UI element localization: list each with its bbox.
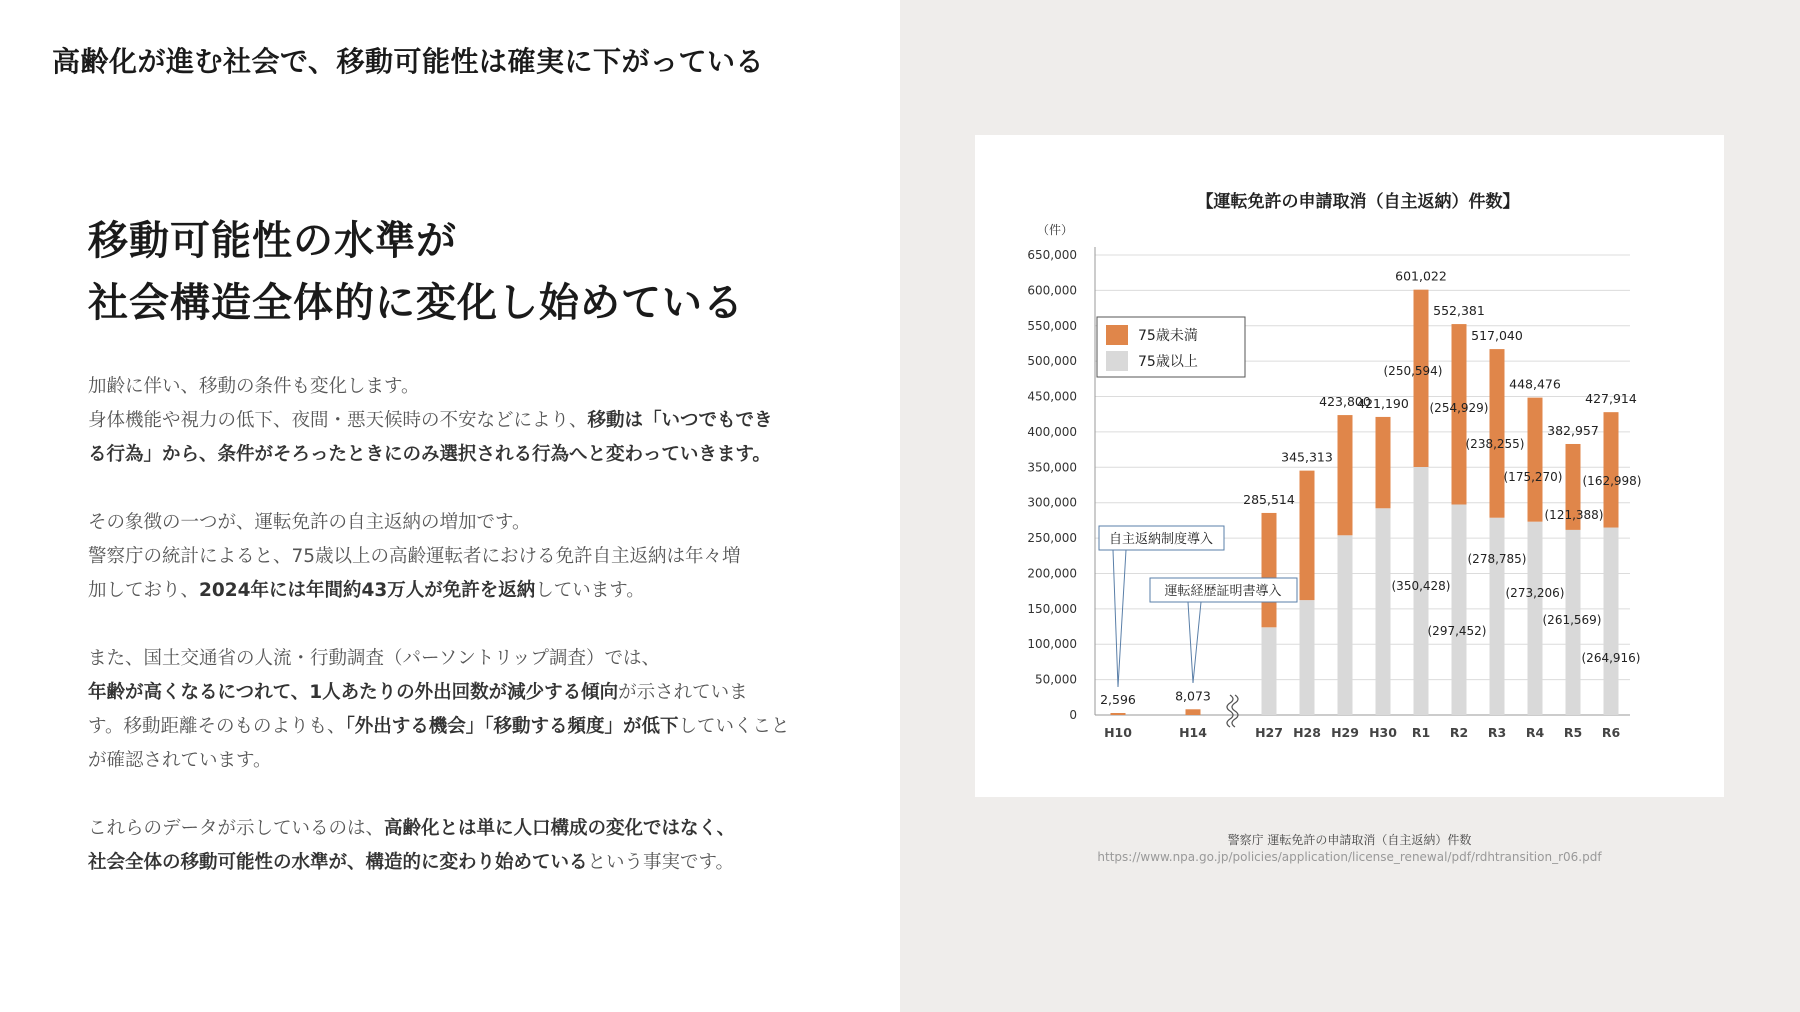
segment-value-label: (261,569)	[1542, 613, 1602, 627]
y-tick-label: 400,000	[1027, 424, 1077, 439]
x-tick-label: H28	[1293, 725, 1321, 740]
x-tick-label: R4	[1525, 725, 1545, 740]
x-tick-label: R1	[1411, 725, 1431, 740]
bar-segment-75-over	[1452, 504, 1467, 715]
annotation-label: 自主返納制度導入	[1108, 532, 1214, 547]
annotation-pointer	[1188, 602, 1201, 683]
bar-total-label: 421,190	[1357, 395, 1409, 411]
paragraph	[88, 506, 828, 608]
chart-title: 【運転免許の申請取消（自主返納）件数】	[1196, 192, 1520, 212]
bar-total-label: 382,957	[1547, 422, 1599, 438]
x-tick-label: H30	[1369, 725, 1397, 740]
bar-segment-under-75	[1338, 415, 1353, 535]
bar-segment-under-75	[1414, 290, 1429, 467]
x-tick-label: H10	[1104, 725, 1132, 740]
body-text-run: これらのデータが示しているのは、	[88, 818, 385, 839]
segment-value-label: (350,428)	[1391, 579, 1451, 593]
body-text-run: しています。	[535, 580, 645, 601]
body-text-run: 身体機能や視力の低下、夜間・悪天候時の不安などにより、	[88, 410, 588, 431]
segment-value-label: (238,255)	[1465, 437, 1525, 451]
body-text-run: また、国土交通省の人流・行動調査（パーソントリップ調査）では、	[88, 648, 661, 669]
emphasis-text: 年齢が高くなるにつれて、1人あたりの外出回数が減少する傾向	[88, 682, 619, 703]
y-tick-label: 650,000	[1027, 248, 1077, 262]
y-axis-unit: （件）	[1036, 223, 1074, 237]
x-tick-label: R5	[1563, 725, 1583, 740]
segment-value-label: (162,998)	[1582, 474, 1642, 488]
body-text-run: 警察庁の統計によると、75歳以上の高齢運転者における免許自主返納は年々増	[88, 546, 741, 567]
bar-total-label: 427,914	[1585, 391, 1637, 407]
bar-segment-75-over	[1262, 627, 1277, 715]
bar-segment-under-75	[1528, 398, 1543, 522]
page-title: 高齢化が進む社会で、移動可能性は確実に下がっている	[52, 45, 764, 78]
bar-segment-75-over	[1338, 535, 1353, 715]
body-text-run: が示されていま	[618, 682, 748, 703]
legend-label: 75歳未満	[1138, 328, 1198, 344]
x-tick-label: R2	[1449, 725, 1469, 740]
legend-label: 75歳以上	[1138, 354, 1198, 370]
y-tick-label: 450,000	[1027, 389, 1077, 404]
y-tick-label: 50,000	[1035, 672, 1077, 687]
y-tick-label: 550,000	[1027, 318, 1077, 333]
source-note	[975, 832, 1724, 866]
x-tick-label: H14	[1179, 725, 1207, 740]
body-text-run: という事実です。	[587, 852, 735, 873]
headline-line-1: 移動可能性の水準が	[88, 218, 457, 264]
y-tick-label: 250,000	[1027, 531, 1077, 546]
bar-total-label: 2,596	[1100, 692, 1136, 707]
y-tick-label: 600,000	[1027, 283, 1077, 298]
x-tick-label: H29	[1331, 725, 1359, 740]
body-text-run: その象徴の一つが、運転免許の自主返納の増加です。	[88, 512, 531, 533]
annotation-pointer	[1113, 550, 1126, 687]
body-text-run: していくこと	[678, 716, 790, 737]
emphasis-text: 移動は「いつでもでき	[587, 410, 773, 431]
bar-segment-under-75	[1376, 417, 1391, 508]
segment-value-label: (250,594)	[1383, 364, 1443, 378]
x-tick-label: H27	[1255, 725, 1283, 740]
headline	[88, 210, 744, 334]
bar-total-label: 552,381	[1433, 303, 1485, 319]
emphasis-text: 社会全体の移動可能性の水準が、構造的に変わり始めている	[88, 852, 588, 873]
emphasis-text: 「外出する機会」「移動する頻度」が低下	[345, 716, 679, 737]
body-text-run: 加しており、	[88, 580, 200, 601]
emphasis-text: 2024年には年間約43万人が免許を返納	[199, 580, 536, 601]
y-tick-label: 300,000	[1027, 495, 1077, 510]
segment-value-label: (254,929)	[1429, 401, 1489, 415]
segment-value-label: (297,452)	[1427, 624, 1487, 638]
bar-segment-under-75	[1186, 709, 1201, 715]
bar-segment-under-75	[1300, 471, 1315, 600]
bar-total-label: 448,476	[1509, 376, 1561, 392]
body-text	[88, 370, 828, 914]
y-tick-label: 500,000	[1027, 354, 1077, 369]
body-text-run: 加齢に伴い、移動の条件も変化します。	[88, 376, 420, 397]
y-tick-label: 0	[1069, 708, 1077, 722]
y-tick-label: 200,000	[1027, 566, 1077, 581]
bar-total-label: 517,040	[1471, 328, 1523, 344]
annotation-label: 運転経歴証明書導入	[1164, 584, 1282, 599]
segment-value-label: (264,916)	[1581, 651, 1641, 665]
body-text-run: が確認されています。	[88, 750, 272, 771]
emphasis-text: る行為」から、条件がそろったときにのみ選択される行為へと変わっていきます。	[88, 444, 771, 465]
bar-total-label: 423,800	[1319, 394, 1371, 410]
license-return-chart	[975, 135, 1724, 797]
bar-segment-under-75	[1111, 713, 1126, 715]
chart-card	[975, 135, 1724, 797]
bar-segment-under-75	[1262, 513, 1277, 627]
y-tick-label: 150,000	[1027, 601, 1077, 616]
source-url[interactable]: https://www.npa.go.jp/policies/application/license_renewal/pdf/rdhtransition_r06.pdf	[1097, 850, 1602, 864]
emphasis-text: 高齢化とは単に人口構成の変化ではなく、	[384, 818, 736, 839]
bar-total-label: 345,313	[1281, 449, 1333, 465]
source-label: 警察庁 運転免許の申請取消（自主返納）件数	[1227, 833, 1472, 847]
legend-swatch	[1106, 351, 1128, 371]
paragraph	[88, 642, 828, 778]
legend-swatch	[1106, 325, 1128, 345]
segment-value-label: (121,388)	[1544, 508, 1604, 522]
bar-segment-75-over	[1490, 518, 1505, 715]
headline-line-2: 社会構造全体的に変化し始めている	[88, 280, 744, 326]
paragraph	[88, 812, 828, 880]
y-tick-label: 100,000	[1027, 637, 1077, 652]
segment-value-label: (278,785)	[1467, 552, 1527, 566]
bar-segment-75-over	[1376, 508, 1391, 715]
bar-total-label: 8,073	[1175, 688, 1211, 704]
bar-total-label: 601,022	[1395, 268, 1447, 284]
segment-value-label: (273,206)	[1505, 586, 1565, 600]
paragraph	[88, 370, 828, 472]
segment-value-label: (175,270)	[1503, 470, 1563, 484]
x-tick-label: R3	[1487, 725, 1507, 740]
bar-segment-75-over	[1300, 600, 1315, 715]
body-text-run: す。移動距離そのものよりも、	[88, 716, 346, 737]
bar-segment-75-over	[1528, 522, 1543, 715]
bar-segment-under-75	[1604, 412, 1619, 527]
bar-segment-under-75	[1490, 349, 1505, 518]
x-tick-label: R6	[1601, 725, 1621, 740]
y-tick-label: 350,000	[1027, 460, 1077, 475]
bar-total-label: 285,514	[1243, 491, 1295, 507]
bar-segment-75-over	[1604, 528, 1619, 715]
